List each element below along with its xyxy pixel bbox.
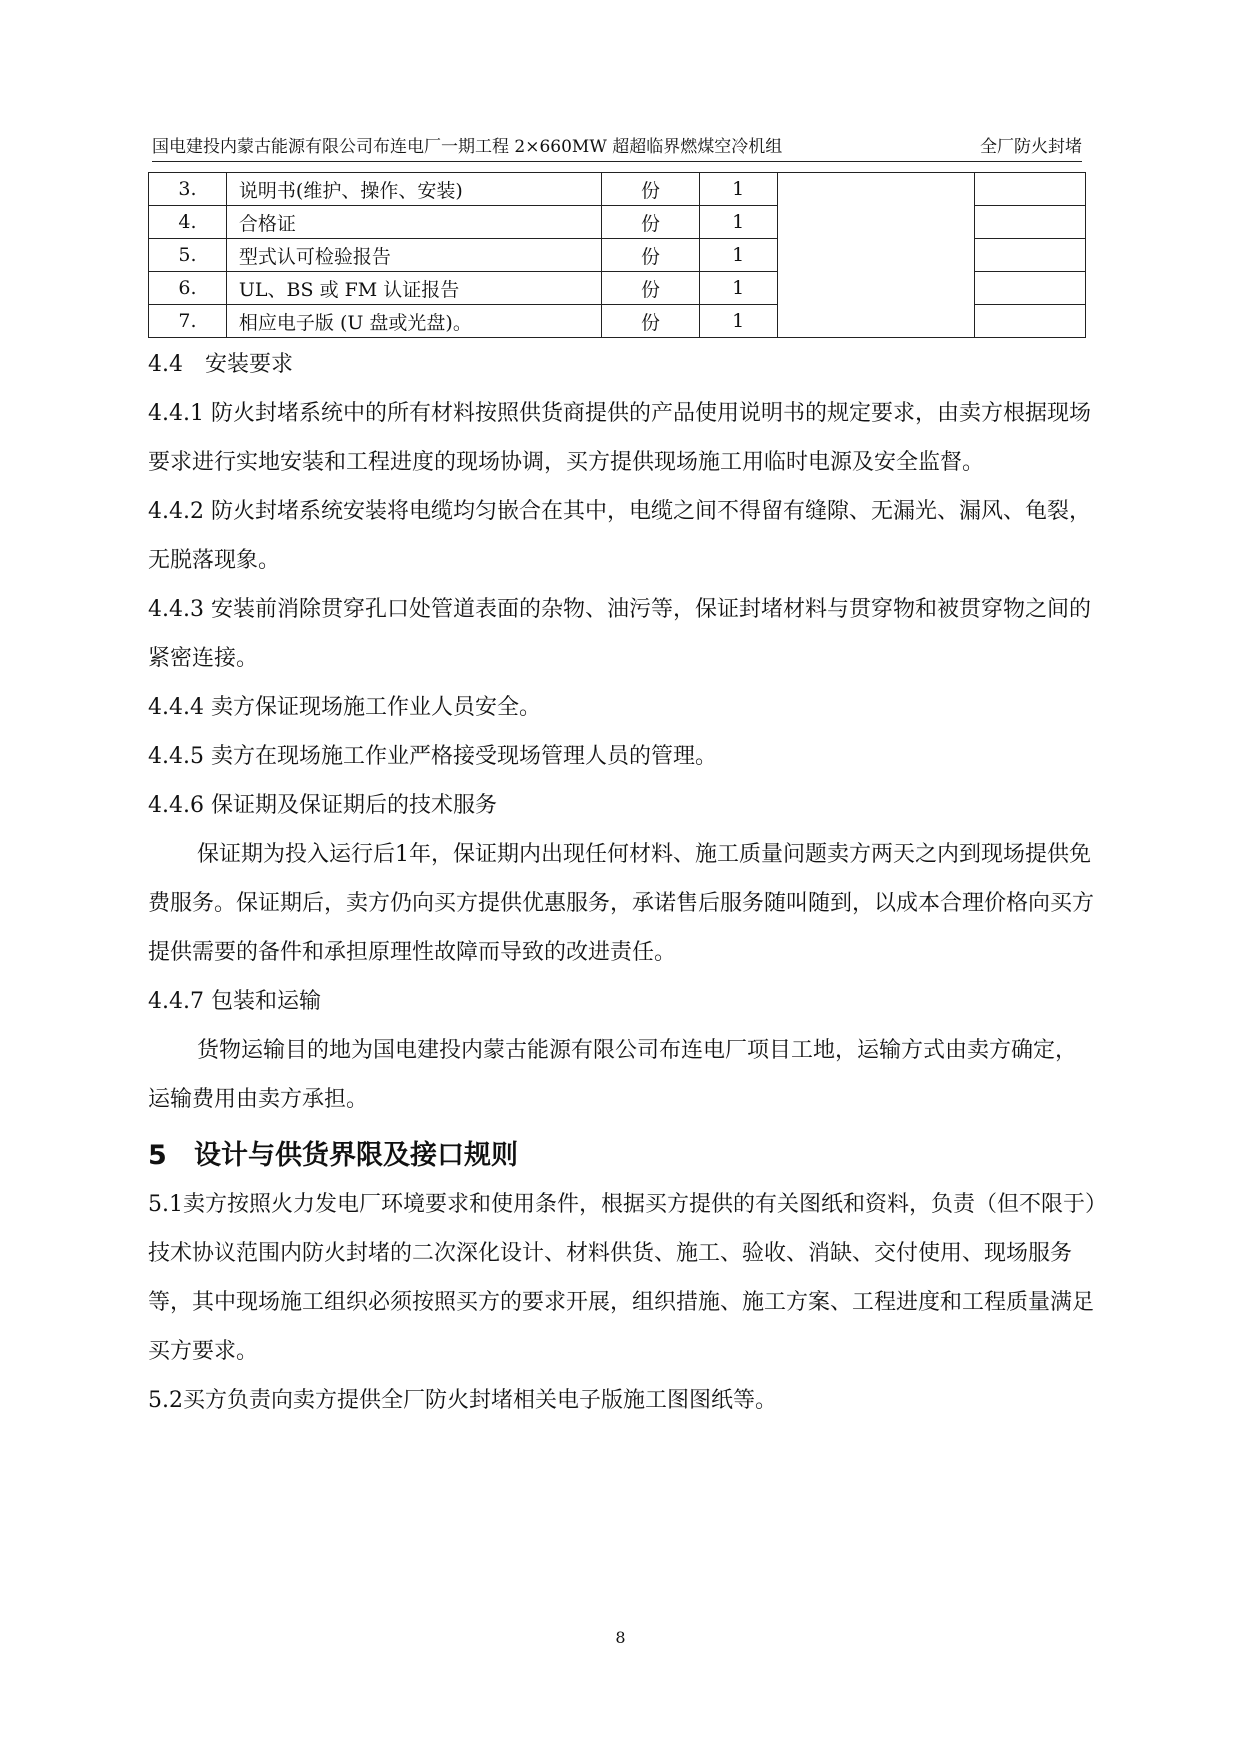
- row-item-name: 说明书(维护、操作、安装): [226, 173, 601, 206]
- empty-cell: [974, 206, 1085, 239]
- document-body: [148, 340, 1098, 1425]
- row-quantity: 1: [699, 305, 777, 338]
- row-item-name: UL、BS 或 FM 认证报告: [226, 272, 601, 305]
- paragraph-warranty-body: 保证期为投入运行后1年，保证期内出现任何材料、施工质量问题卖方两天之内到现场提供免费服务。保证期后，卖方仍向买方提供优惠服务，承诺售后服务随叫随到，以成本合理价格向买方提供需要的备件和承担原理性故障而导致的改进责任。: [148, 842, 1095, 965]
- empty-cell: [974, 272, 1085, 305]
- header-document-title: 全厂防火封堵: [980, 137, 1082, 157]
- row-number: 6.: [149, 272, 227, 305]
- row-unit: 份: [602, 272, 700, 305]
- row-quantity: 1: [699, 239, 777, 272]
- paragraph-transport-body: 货物运输目的地为国电建投内蒙古能源有限公司布连电厂项目工地，运输方式由卖方确定，运输费用由卖方承担。: [148, 1038, 1078, 1112]
- section-title: 设计与供货界限及接口规则: [194, 1140, 518, 1171]
- paragraph-4-4-7: 4.4.7 包装和运输: [148, 989, 321, 1014]
- section-heading-5: [148, 1132, 1098, 1180]
- section-number: 5: [148, 1140, 167, 1171]
- row-item-name: 合格证: [226, 206, 601, 239]
- paragraph-5-1: 5.1卖方按照火力发电厂环境要求和使用条件，根据买方提供的有关图纸和资料，负责（但不限于）技术协议范围内防火封堵的二次深化设计、材料供货、施工、验收、消缺、交付使用、现场服务等，其中现场施工组织必须按照买方的要求开展，组织措施、施工方案、工程进度和工程质量满足买方要求。: [148, 1192, 1096, 1364]
- merged-empty-cell: [777, 173, 974, 338]
- empty-cell: [974, 239, 1085, 272]
- paragraph-4-4-5: 4.4.5 卖方在现场施工作业严格接受现场管理人员的管理。: [148, 744, 717, 769]
- section-heading-4-4: 4.4 安装要求: [148, 352, 293, 377]
- row-unit: 份: [602, 239, 700, 272]
- row-item-name: 型式认可检验报告: [226, 239, 601, 272]
- paragraph-4-4-1: 4.4.1 防火封堵系统中的所有材料按照供货商提供的产品使用说明书的规定要求，由卖方根据现场要求进行实地安装和工程进度的现场协调，买方提供现场施工用临时电源及安全监督。: [148, 401, 1091, 475]
- paragraph-4-4-4: 4.4.4 卖方保证现场施工作业人员安全。: [148, 695, 541, 720]
- row-number: 4.: [149, 206, 227, 239]
- header-project-title: 国电建投内蒙古能源有限公司布连电厂一期工程 2×660MW 超超临界燃煤空冷机组: [152, 137, 783, 157]
- row-item-name: 相应电子版 (U 盘或光盘)。: [226, 305, 601, 338]
- deliverables-table: [148, 172, 1086, 338]
- paragraph-4-4-6: 4.4.6 保证期及保证期后的技术服务: [148, 793, 497, 818]
- row-number: 7.: [149, 305, 227, 338]
- page-number: 8: [615, 1628, 626, 1647]
- empty-cell: [974, 173, 1085, 206]
- paragraph-4-4-3: 4.4.3 安装前消除贯穿孔口处管道表面的杂物、油污等，保证封堵材料与贯穿物和被贯穿物之间的紧密连接。: [148, 597, 1091, 671]
- page-header: [152, 133, 1082, 162]
- paragraph-5-2: 5.2买方负责向卖方提供全厂防火封堵相关电子版施工图图纸等。: [148, 1388, 777, 1413]
- paragraph-4-4-2: 4.4.2 防火封堵系统安装将电缆均匀嵌合在其中，电缆之间不得留有缝隙、无漏光、漏风、龟裂，无脱落现象。: [148, 499, 1091, 573]
- row-unit: 份: [602, 206, 700, 239]
- row-quantity: 1: [699, 173, 777, 206]
- row-unit: 份: [602, 173, 700, 206]
- row-quantity: 1: [699, 206, 777, 239]
- row-number: 3.: [149, 173, 227, 206]
- row-number: 5.: [149, 239, 227, 272]
- table-row: [149, 173, 1086, 206]
- row-unit: 份: [602, 305, 700, 338]
- row-quantity: 1: [699, 272, 777, 305]
- empty-cell: [974, 305, 1085, 338]
